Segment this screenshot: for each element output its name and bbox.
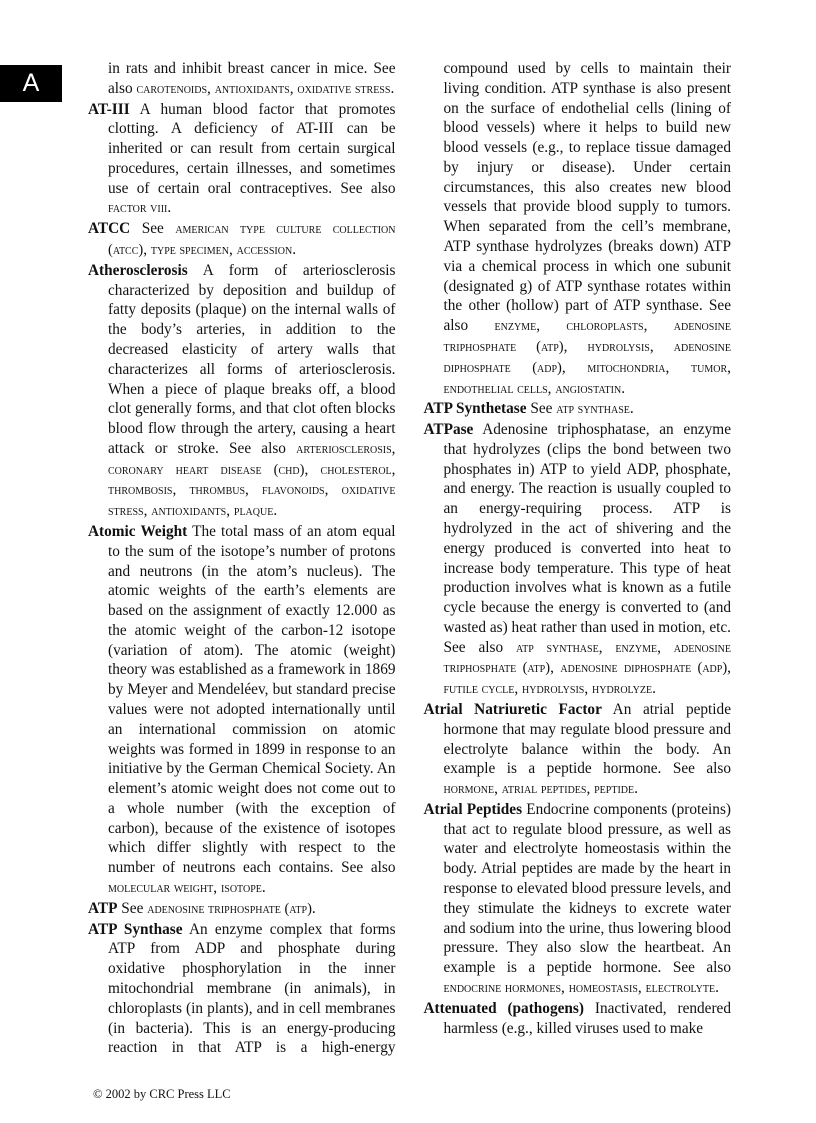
cross-reference-link[interactable]: thrombosis	[108, 482, 173, 499]
cross-reference-link[interactable]: thrombus	[189, 482, 246, 499]
cross-reference-link[interactable]: flavonoids	[262, 482, 325, 499]
entry-term: ATP	[88, 899, 118, 917]
cross-reference-link[interactable]: adenosine triphosphate (atp)	[443, 318, 731, 355]
entry-definition: An enzyme complex that forms ATP from ADP and phosphate during oxidative phosphorylation in the inner mitochondrial membrane (in animals), in chloroplasts (in plants), and in cell membranes (in bacteria). This is an energy-producing reaction in that ATP is a high-energy compound used by cells to maintain their living condition. ATP synthase is also present on the surface of endothelial cells (lining of blood vessels) where it helps to build new blood vessels (e.g., to replace tissue damaged by injury or disease). Under certain circumstances, this also creates new blood vessels that provide blood supply to tumors. When separated from the cell’s membrane, ATP synthase hydrolyzes (breaks down) ATP via a chemical process in which one subunit (designated g) of ATP synthase rotates within the other (hollow) part of ATP synthase. See also	[108, 60, 731, 1057]
entry-term: ATCC	[88, 220, 131, 238]
dictionary-entry: ATP Synthase An enzyme complex that forms ATP from ADP and phosphate during oxidative phosphorylation in the inner mitochondrial membrane (in animals), in chloroplasts (in plants), and in cell membranes (in bacteria). This is an energy-producing reaction in that ATP is a high-energy compound used by cells to maintain their living condition. ATP synthase is also present on the surface of endothelial cells (lining of blood vessels) where it helps to build new blood vessels (e.g., to replace tissue damaged by injury or disease). Under certain circumstances, this also creates new blood vessels that provide blood supply to tumors. When separated from the cell’s membrane, ATP synthase hydrolyzes (breaks down) ATP via a chemical process in which one subunit (designated g) of ATP synthase rotates within the other (hollow) part of ATP synthase. See also enzyme, chloroplasts, adenosine triphosphate (atp), hydrolysis, adenosine diphosphate (adp), mitochondria, tumor, endothelial cells, angiostatin.	[88, 60, 731, 1057]
dictionary-entry: ATPase Adenosine triphosphatase, an enzyme that hydrolyzes (clips the bond between two phosphates in) ATP to yield ADP, phosphate, and energy. The reaction is usually coupled to an energy-requiring process. ATP is hydrolyzed in the act of shivering and the energy produced is converted into heat to increase body temperature. This type of heat production involves what is known as a futile cycle because the energy is converted to (and wasted as) heat rather than used in motion, etc. See also atp synthase, enzyme, adenosine triphosphate (atp), adenosine diphosphate (adp), futile cycle, hydrolysis, hydrolyze.	[423, 421, 731, 698]
cross-reference-link[interactable]: mitochondria	[587, 359, 666, 376]
entry-definition: in rats and inhibit breast cancer in mice. See also	[108, 60, 396, 97]
cross-reference-link[interactable]: molecular weight	[108, 880, 214, 897]
dictionary-entry: in rats and inhibit breast cancer in mice. See also carotenoids, antioxidants, oxidative stress.	[108, 60, 396, 97]
dictionary-entry: AT-III A human blood factor that promotes clotting. A deficiency of AT-III can be inherited or can result from certain surgical procedures, certain illnesses, and sometimes use of certain oral contraceptives. See also factor viii.	[88, 100, 396, 217]
section-letter: A	[22, 69, 40, 97]
cross-reference-link[interactable]: hormone	[443, 781, 495, 798]
cross-reference-link[interactable]: hydrolysis	[587, 338, 650, 355]
entry-definition: See	[141, 220, 164, 238]
cross-reference-link[interactable]: endocrine hormones	[443, 979, 562, 996]
dictionary-entry: ATP See adenosine triphosphate (atp).	[88, 899, 316, 917]
entry-term: Attenuated (pathogens)	[423, 999, 584, 1017]
cross-reference-link[interactable]: accession	[236, 242, 293, 259]
entry-term: ATP Synthetase	[423, 400, 527, 418]
cross-reference-link[interactable]: oxidative stress	[297, 80, 391, 97]
entry-term: ATP Synthase	[88, 920, 183, 938]
cross-reference-link[interactable]: adenosine diphosphate (adp)	[443, 338, 731, 376]
section-thumb-tab	[0, 65, 62, 102]
cross-reference-link[interactable]: enzyme	[494, 318, 537, 335]
cross-reference-link[interactable]: peptide	[594, 781, 635, 798]
dictionary-entry: Atrial Natriuretic Factor An atrial peptide hormone that may regulate blood pressure and electrolyte balance within the body. An example is a peptide hormone. See also hormone, atrial peptides, peptide.	[423, 701, 731, 798]
cross-reference-link[interactable]: adenosine triphosphate (atp)	[147, 900, 312, 917]
cross-reference-link[interactable]: angiostatin	[555, 380, 622, 397]
cross-reference-link[interactable]: isotope	[220, 880, 262, 897]
entry-definition: Endocrine components (proteins) that act to regulate blood pressure, as well as water and electrolyte homeostasis within the body. Atrial peptides are made by the heart in response to elevated blood pressure levels, and they stimulate the kidneys to excrete water and sodium into the urine, thus lowering blood pressure. They also slow the heartbeat. An example is a peptide hormone. See also	[443, 800, 731, 977]
dictionary-entry: Atrial Peptides Endocrine components (proteins) that act to regulate blood pressure, as well as water and electrolyte homeostasis within the body. Atrial peptides are made by the heart in response to elevated blood pressure levels, and they stimulate the kidneys to excrete water and sodium into the urine, thus lowering blood pressure. They also slow the heartbeat. An example is a peptide hormone. See also endocrine hormones, homeostasis, electrolyte.	[423, 800, 731, 996]
cross-reference-link[interactable]: electrolyte	[645, 979, 716, 996]
dictionary-entry: Atherosclerosis A form of arteriosclerosis characterized by deposition and buildup of fatty deposits (plaque) on the internal walls of the body’s arteries, in addition to the decreased elasticity of artery walls that characterizes all forms of arteriosclerosis. When a piece of plaque breaks off, a blood clot generally forms, and that clot often blocks blood flow through the artery, causing a heart attack or stroke. See also arteriosclerosis, coronary heart disease (chd), cholesterol, thrombosis, thrombus, flavonoids, oxidative stress, antioxidants, plaque.	[88, 261, 396, 520]
cross-reference-link[interactable]: endothelial cells	[443, 380, 548, 397]
cross-reference-link[interactable]: futile cycle	[443, 681, 515, 698]
entry-definition: See	[121, 899, 144, 917]
dictionary-entry: ATP Synthetase See atp synthase.	[423, 400, 634, 418]
cross-reference-link[interactable]: hydrolyze	[592, 681, 653, 698]
cross-reference-link[interactable]: enzyme	[615, 639, 658, 656]
dictionary-entry	[424, 999, 732, 1039]
entry-definition: Inactivated, rendered harmless (e.g., killed viruses used to make	[443, 999, 731, 1037]
cross-reference-link[interactable]: arteriosclerosis	[296, 440, 392, 457]
entry-term: Atomic Weight	[88, 522, 188, 540]
cross-reference-link[interactable]: coronary heart disease (chd)	[108, 461, 305, 478]
cross-reference-link[interactable]: cholesterol	[320, 461, 392, 478]
dictionary-entry: Atomic Weight The total mass of an atom equal to the sum of the isotope’s number of protons and neutrons (in the atom’s nucleus). The atomic weights of the earth’s elements are based on the assignment of exactly 12.000 as the atomic weight of the carbon-12 isotope (variation of atom). The atomic (weight) theory was established as a framework in 1869 by Meyer and Mendeléev, but standard precise values were not adopted internationally until an international commission on atomic weights was formed in 1899 in response to an initiative by the German Chemical Society. An element’s atomic weight does not come out to a whole number (with the exception of carbon), because of the existence of isotopes which differ slightly with respect to the number of neutrons each contains. See also molecular weight, isotope.	[88, 522, 396, 897]
dictionary-columns	[88, 59, 731, 1071]
entry-definition: The total mass of an atom equal to the sum of the isotope’s number of protons and neutrons (in the atom’s nucleus). The atomic weights of the earth’s elements are based on the assignment of exactly 12.000 as the atomic weight of the carbon-12 isotope (variation of atom). The atomic (weight) theory was established as a framework in 1869 by Meyer and Mendeléev, but standard precise values were not adopted internationally until an international commission on atomic weights was formed in 1899 in response to an initiative by the German Chemical Society. An element’s atomic weight does not come out to a whole number (with the exception of carbon), because of the existence of isotopes which differ slightly with respect to the number of neutrons each contains. See also	[108, 522, 396, 877]
entry-term: Atrial Peptides	[423, 800, 523, 818]
entry-term: AT-III	[88, 100, 130, 118]
copyright-footer: © 2002 by CRC Press LLC	[93, 1087, 231, 1101]
cross-reference-link[interactable]: homeostasis	[568, 979, 638, 996]
entry-definition: A form of arteriosclerosis characterized by deposition and buildup of fatty deposits (plaque) on the internal walls of the body’s arteries, in addition to the decreased elasticity of artery walls that characterizes all forms of arteriosclerosis. When a piece of plaque breaks off, a blood clot generally forms, and that clot often blocks blood flow through the artery, causing a heart attack or stroke. See also	[108, 261, 396, 457]
cross-reference-link[interactable]: atp synthase	[556, 401, 630, 418]
entry-definition: See	[530, 400, 553, 418]
entry-definition: An atrial peptide hormone that may regulate blood pressure and electrolyte balance within the body. An example is a peptide hormone. See also	[443, 701, 731, 778]
dictionary-entry: ATCC See american type culture collection (atcc), type specimen, accession.	[88, 220, 396, 259]
entry-term: Atrial Natriuretic Factor	[423, 701, 602, 718]
cross-reference-link[interactable]: oxidative stress	[108, 482, 396, 520]
cross-reference-link[interactable]: chloroplasts	[566, 318, 644, 335]
entry-term: Atherosclerosis	[88, 261, 188, 279]
cross-reference-link[interactable]: atp synthase	[516, 639, 599, 656]
cross-reference-link[interactable]: plaque	[233, 503, 274, 520]
entry-term: ATPase	[423, 421, 474, 439]
cross-reference-link[interactable]: tumor	[691, 359, 728, 376]
cross-reference-link[interactable]: carotenoids	[136, 80, 208, 97]
cross-reference-link[interactable]: adenosine triphosphate (atp)	[443, 639, 731, 677]
cross-reference-link[interactable]: factor viii	[108, 200, 168, 217]
cross-reference-link[interactable]: type specimen	[150, 242, 229, 259]
entry-definition: A human blood factor that promotes clotting. A deficiency of AT-III can be inherited or can result from certain surgical procedures, certain illnesses, and sometimes use of certain oral contraceptives. See also	[108, 100, 396, 197]
cross-reference-link[interactable]: american type culture collection (atcc)	[108, 221, 396, 259]
cross-reference-link[interactable]: atrial peptides	[501, 781, 587, 798]
cross-reference-link[interactable]: antioxidants	[214, 80, 290, 97]
cross-reference-link[interactable]: adenosine diphosphate (adp)	[560, 660, 728, 677]
cross-reference-link[interactable]: antioxidants	[151, 503, 227, 520]
cross-reference-link[interactable]: hydrolysis	[522, 681, 585, 698]
entry-definition: Adenosine triphosphatase, an enzyme that hydrolyzes (clips the bond between two phosphates in) ATP to yield ADP, phosphate, and energy. The reaction is usually coupled to an energy-requiring process. ATP is hydrolyzed in the act of shivering and the energy produced is converted into heat to increase body temperature. This type of heat production involves what is known as a futile cycle because the energy is converted to (and wasted as) heat rather than used in motion, etc. See also	[443, 421, 731, 656]
